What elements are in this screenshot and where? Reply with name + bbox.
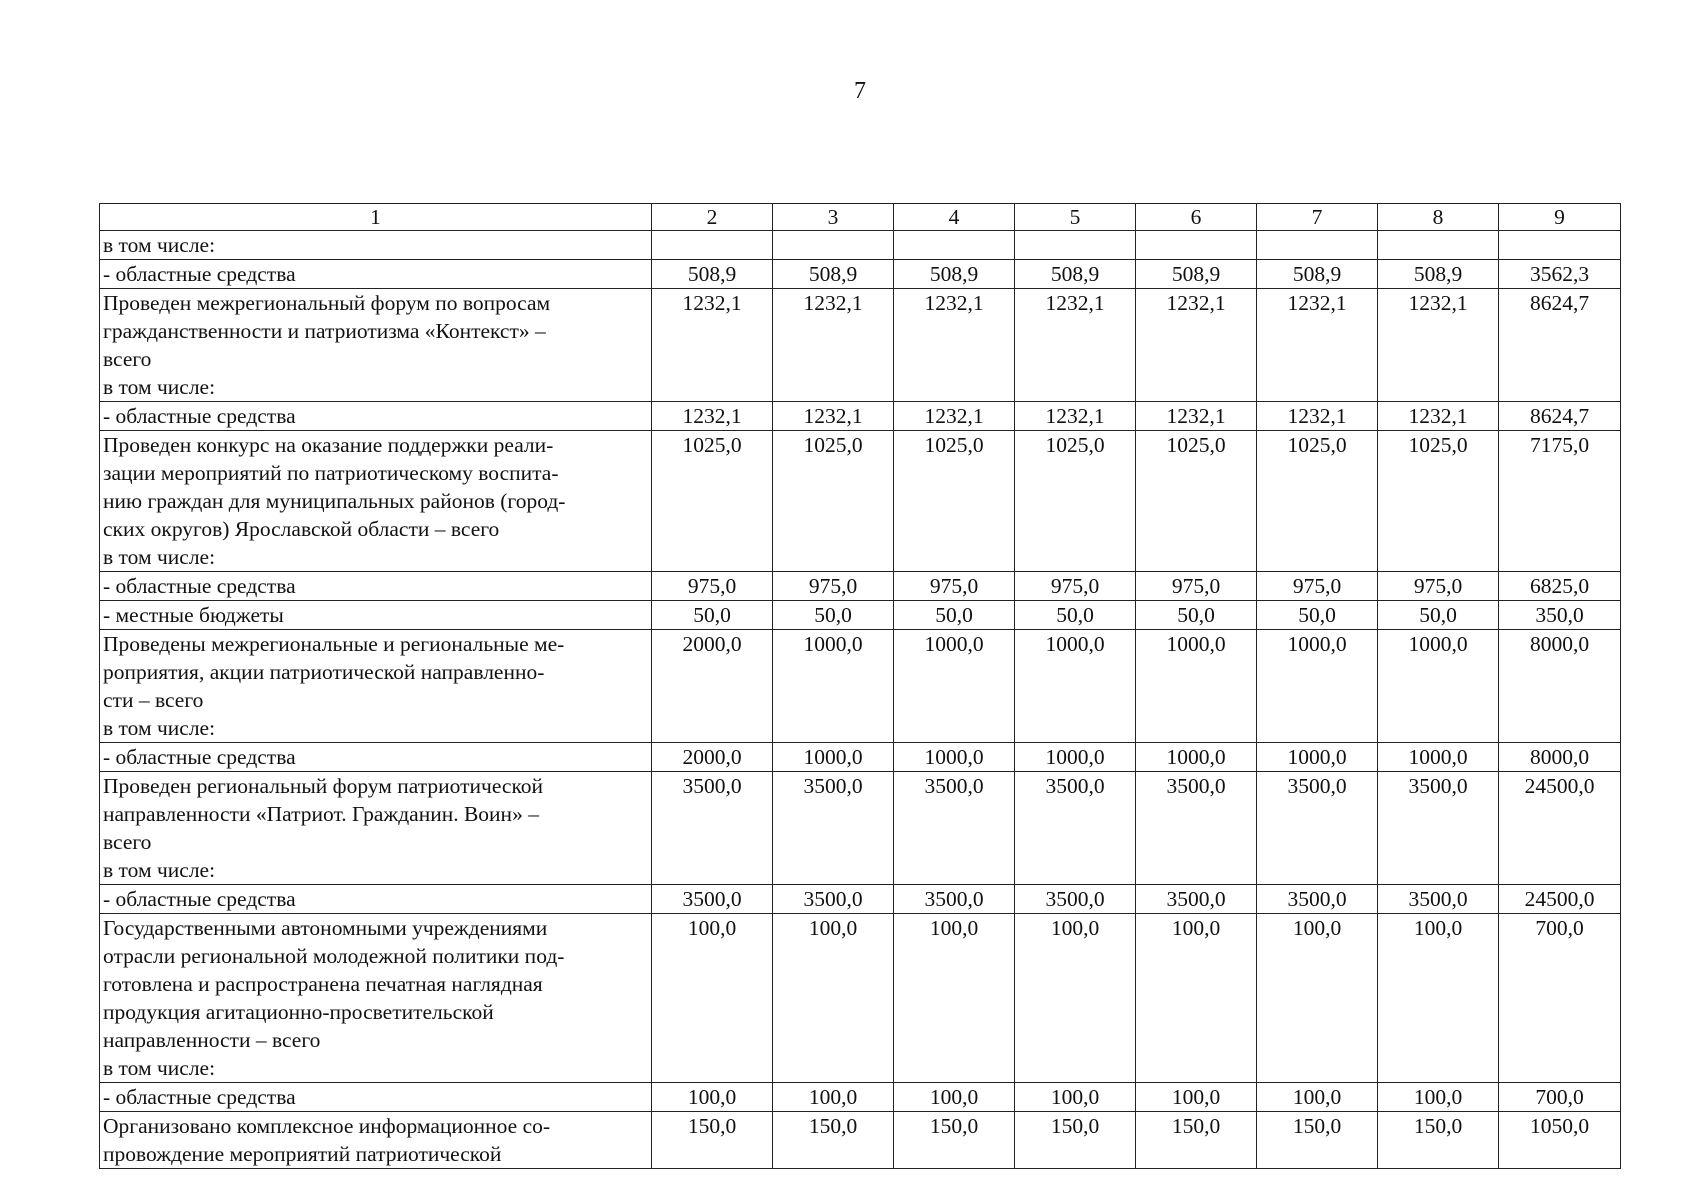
row-total-cell: 700,0 (1499, 914, 1621, 1083)
value-cell: 100,0 (894, 1083, 1015, 1112)
value-cell: 975,0 (773, 572, 894, 601)
value-cell (773, 231, 894, 260)
value-cell: 1232,1 (894, 402, 1015, 431)
value-cell (1015, 231, 1136, 260)
value-cell: 1232,1 (773, 289, 894, 402)
value-cell: 2000,0 (652, 630, 773, 743)
row-label: Проведен межрегиональный форум по вопросам гражданственности и патриотизма «Контекст» – всего в том числе: (100, 289, 652, 402)
value-cell: 975,0 (1015, 572, 1136, 601)
row-label: - областные средства (100, 885, 652, 914)
value-cell: 1000,0 (894, 630, 1015, 743)
value-cell: 3500,0 (773, 885, 894, 914)
value-cell: 1000,0 (1015, 743, 1136, 772)
value-cell: 3500,0 (652, 885, 773, 914)
value-cell: 150,0 (1257, 1112, 1378, 1169)
row-label: - областные средства (100, 572, 652, 601)
value-cell: 1000,0 (1378, 630, 1499, 743)
value-cell: 1025,0 (773, 431, 894, 572)
value-cell: 3500,0 (773, 772, 894, 885)
row-total-cell: 24500,0 (1499, 772, 1621, 885)
table-row (100, 914, 1621, 1083)
table-row (100, 431, 1621, 572)
value-cell: 100,0 (894, 914, 1015, 1083)
row-label: - областные средства (100, 743, 652, 772)
row-total-cell: 8624,7 (1499, 402, 1621, 431)
value-cell: 3500,0 (1257, 772, 1378, 885)
table-row (100, 772, 1621, 885)
value-cell: 508,9 (773, 260, 894, 289)
table-row (100, 1112, 1621, 1169)
header-cell: 3 (773, 204, 894, 231)
value-cell: 975,0 (652, 572, 773, 601)
row-label: - областные средства (100, 1083, 652, 1112)
value-cell: 150,0 (1378, 1112, 1499, 1169)
table-row (100, 572, 1621, 601)
value-cell: 50,0 (773, 601, 894, 630)
value-cell: 150,0 (773, 1112, 894, 1169)
value-cell: 100,0 (773, 1083, 894, 1112)
value-cell: 150,0 (1136, 1112, 1257, 1169)
header-cell: 2 (652, 204, 773, 231)
value-cell: 1000,0 (773, 743, 894, 772)
value-cell: 1000,0 (773, 630, 894, 743)
table-row (100, 231, 1621, 260)
header-row (100, 204, 1621, 231)
value-cell: 508,9 (894, 260, 1015, 289)
value-cell: 50,0 (894, 601, 1015, 630)
value-cell: 100,0 (773, 914, 894, 1083)
row-total-cell: 24500,0 (1499, 885, 1621, 914)
value-cell: 3500,0 (1136, 885, 1257, 914)
value-cell: 1232,1 (652, 402, 773, 431)
row-label: Проведен конкурс на оказание поддержки реали- зации мероприятий по патриотическому воспита- нию граждан для муниципальных районов (город- ских округов) Ярославской области – всего в том числе: (100, 431, 652, 572)
value-cell: 1232,1 (652, 289, 773, 402)
value-cell: 3500,0 (1378, 772, 1499, 885)
row-total-cell: 1050,0 (1499, 1112, 1621, 1169)
value-cell: 1232,1 (894, 289, 1015, 402)
table-row (100, 601, 1621, 630)
value-cell: 1025,0 (1015, 431, 1136, 572)
value-cell: 1232,1 (1257, 402, 1378, 431)
value-cell: 1232,1 (1378, 289, 1499, 402)
value-cell: 50,0 (1378, 601, 1499, 630)
value-cell: 508,9 (1136, 260, 1257, 289)
value-cell: 3500,0 (1015, 772, 1136, 885)
row-label: Проведен региональный форум патриотической направленности «Патриот. Гражданин. Воин» – всего в том числе: (100, 772, 652, 885)
value-cell: 3500,0 (1378, 885, 1499, 914)
value-cell: 1232,1 (1015, 289, 1136, 402)
table-row (100, 402, 1621, 431)
value-cell: 975,0 (1136, 572, 1257, 601)
value-cell: 100,0 (652, 914, 773, 1083)
value-cell: 508,9 (1257, 260, 1378, 289)
header-cell: 6 (1136, 204, 1257, 231)
value-cell: 1000,0 (1257, 630, 1378, 743)
value-cell: 508,9 (652, 260, 773, 289)
value-cell: 3500,0 (652, 772, 773, 885)
value-cell: 2000,0 (652, 743, 773, 772)
table-row (100, 743, 1621, 772)
value-cell: 508,9 (1015, 260, 1136, 289)
row-label: Проведены межрегиональные и региональные ме- роприятия, акции патриотической направленно- сти – всего в том числе: (100, 630, 652, 743)
value-cell: 1000,0 (1136, 743, 1257, 772)
value-cell: 1000,0 (1136, 630, 1257, 743)
value-cell (1257, 231, 1378, 260)
value-cell: 100,0 (1136, 1083, 1257, 1112)
value-cell: 1232,1 (1257, 289, 1378, 402)
value-cell: 100,0 (1257, 1083, 1378, 1112)
row-label: Государственными автономными учреждениями отрасли региональной молодежной политики под- готовлена и распространена печатная наглядная продукция агитационно-просветительской направленности – всего в том числе: (100, 914, 652, 1083)
value-cell: 150,0 (894, 1112, 1015, 1169)
value-cell: 1000,0 (1378, 743, 1499, 772)
row-total-cell: 700,0 (1499, 1083, 1621, 1112)
row-label: - областные средства (100, 260, 652, 289)
value-cell: 100,0 (1015, 914, 1136, 1083)
value-cell: 1232,1 (773, 402, 894, 431)
value-cell: 50,0 (652, 601, 773, 630)
value-cell: 975,0 (1378, 572, 1499, 601)
value-cell: 3500,0 (1136, 772, 1257, 885)
table-row (100, 885, 1621, 914)
value-cell: 1232,1 (1136, 289, 1257, 402)
header-cell: 7 (1257, 204, 1378, 231)
header-cell: 9 (1499, 204, 1621, 231)
value-cell: 3500,0 (894, 772, 1015, 885)
table-row (100, 289, 1621, 402)
value-cell: 50,0 (1136, 601, 1257, 630)
value-cell: 3500,0 (1015, 885, 1136, 914)
header-cell: 8 (1378, 204, 1499, 231)
budget-table (99, 203, 1621, 1169)
value-cell (652, 231, 773, 260)
value-cell: 1025,0 (652, 431, 773, 572)
table-row (100, 1083, 1621, 1112)
table-row (100, 630, 1621, 743)
table-body (100, 231, 1621, 1169)
value-cell: 50,0 (1257, 601, 1378, 630)
value-cell: 150,0 (1015, 1112, 1136, 1169)
header-cell: 4 (894, 204, 1015, 231)
value-cell (1378, 231, 1499, 260)
value-cell: 100,0 (1378, 1083, 1499, 1112)
row-total-cell: 8000,0 (1499, 743, 1621, 772)
value-cell: 100,0 (1378, 914, 1499, 1083)
value-cell: 100,0 (1257, 914, 1378, 1083)
value-cell: 1000,0 (894, 743, 1015, 772)
row-total-cell: 8000,0 (1499, 630, 1621, 743)
row-total-cell: 3562,3 (1499, 260, 1621, 289)
value-cell: 1232,1 (1136, 402, 1257, 431)
value-cell: 508,9 (1378, 260, 1499, 289)
value-cell: 1232,1 (1378, 402, 1499, 431)
value-cell: 1000,0 (1257, 743, 1378, 772)
value-cell: 50,0 (1015, 601, 1136, 630)
value-cell: 1025,0 (1378, 431, 1499, 572)
row-total-cell: 350,0 (1499, 601, 1621, 630)
value-cell: 100,0 (1136, 914, 1257, 1083)
row-label: - областные средства (100, 402, 652, 431)
value-cell: 975,0 (894, 572, 1015, 601)
value-cell: 150,0 (652, 1112, 773, 1169)
value-cell (1136, 231, 1257, 260)
row-total-cell: 7175,0 (1499, 431, 1621, 572)
value-cell (894, 231, 1015, 260)
header-cell: 1 (100, 204, 652, 231)
value-cell: 1232,1 (1015, 402, 1136, 431)
value-cell: 3500,0 (1257, 885, 1378, 914)
value-cell: 1025,0 (1136, 431, 1257, 572)
value-cell: 1000,0 (1015, 630, 1136, 743)
value-cell: 100,0 (652, 1083, 773, 1112)
row-label: - местные бюджеты (100, 601, 652, 630)
header-cell: 5 (1015, 204, 1136, 231)
value-cell: 975,0 (1257, 572, 1378, 601)
row-total-cell: 8624,7 (1499, 289, 1621, 402)
row-label: в том числе: (100, 231, 652, 260)
table-row (100, 260, 1621, 289)
row-total-cell: 6825,0 (1499, 572, 1621, 601)
row-label: Организовано комплексное информационное со- провождение мероприятий патриотической (100, 1112, 652, 1169)
value-cell: 1025,0 (1257, 431, 1378, 572)
value-cell: 1025,0 (894, 431, 1015, 572)
value-cell: 100,0 (1015, 1083, 1136, 1112)
page-number: 7 (854, 78, 866, 104)
row-total-cell (1499, 231, 1621, 260)
value-cell: 3500,0 (894, 885, 1015, 914)
